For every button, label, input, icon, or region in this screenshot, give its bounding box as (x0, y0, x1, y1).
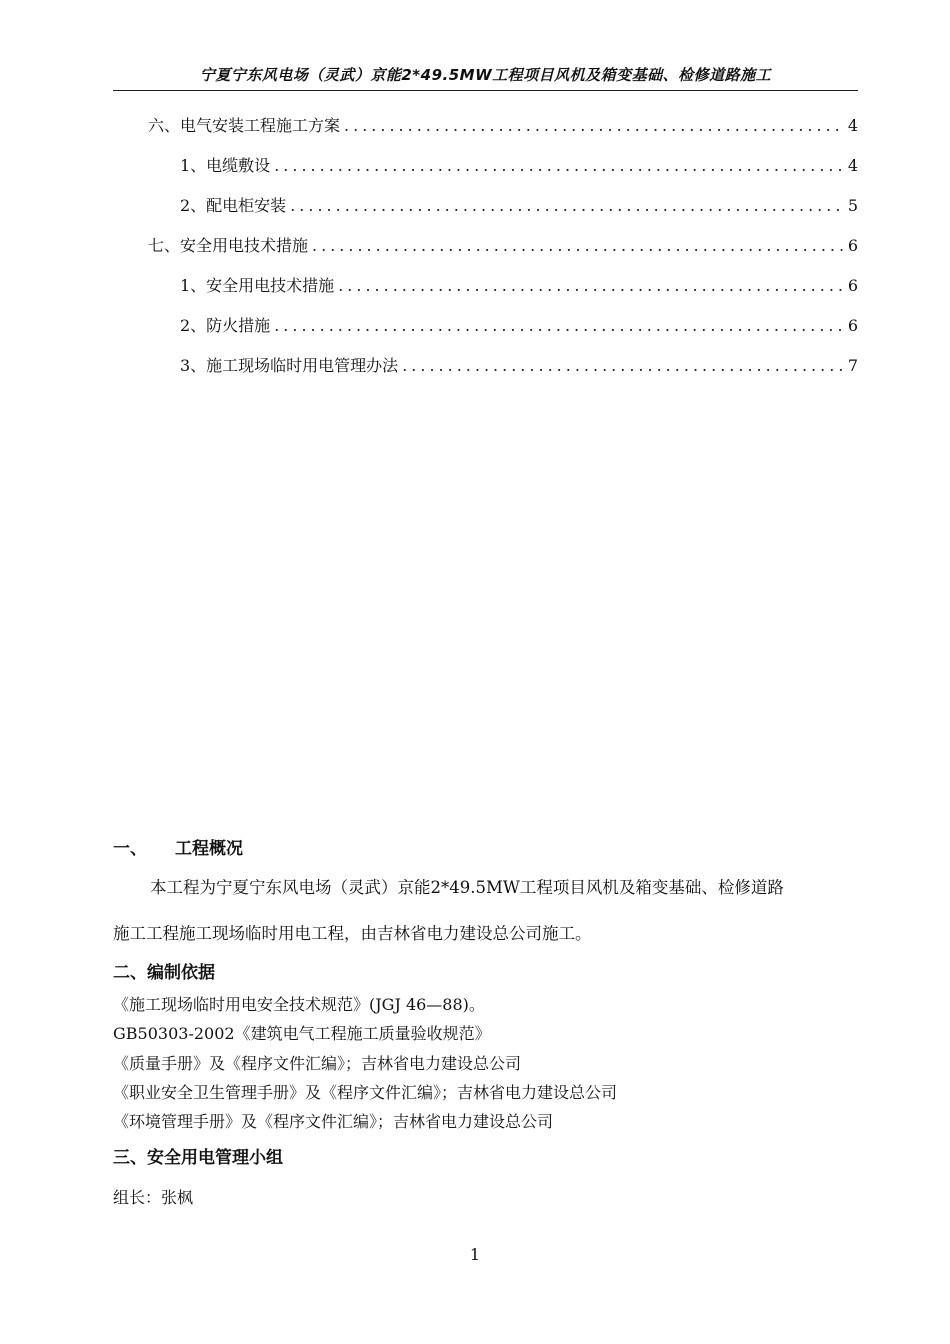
reference-item: 《环境管理手册》及《程序文件汇编》；吉林省电力建设总公司 (113, 1112, 554, 1131)
section-1-number: 一、 (113, 839, 147, 859)
toc-leader-dots (312, 233, 844, 259)
section-3-heading: 三、安全用电管理小组 (113, 1148, 283, 1168)
reference-item: 《质量手册》及《程序文件汇编》；吉林省电力建设总公司 (113, 1054, 522, 1073)
toc-entry-7-1[interactable] (180, 273, 858, 299)
toc-entry-page: 4 (847, 156, 858, 175)
toc-entry-page: 5 (847, 196, 858, 215)
toc-entry-page: 7 (847, 356, 858, 375)
toc-entry-7-3[interactable] (180, 353, 858, 379)
toc-entry-page: 6 (847, 276, 858, 295)
section-1-heading (113, 837, 243, 861)
toc-entry-label: 七、安全用电技术措施 (148, 236, 309, 255)
toc-entry-label: 1、安全用电技术措施 (180, 276, 335, 295)
section-2-heading: 二、编制依据 (113, 963, 215, 983)
toc-leader-dots (402, 353, 844, 379)
toc-entry-label: 2、配电柜安装 (180, 196, 287, 215)
toc-leader-dots (274, 153, 844, 179)
section-1-body-line-1: 本工程为宁夏宁东风电场（灵武）京能2*49.5MW工程项目风机及箱变基础、检修道路 (150, 878, 784, 897)
toc-entry-label: 3、施工现场临时用电管理办法 (180, 356, 399, 375)
toc-entry-label: 1、电缆敷设 (180, 156, 271, 175)
toc-leader-dots (274, 313, 844, 339)
section-1-title: 工程概况 (175, 839, 243, 859)
page-header (113, 60, 858, 91)
toc-entry-6[interactable] (148, 113, 858, 139)
toc-entry-7-2[interactable] (180, 313, 858, 339)
reference-item: GB50303-2002《建筑电气工程施工质量验收规范》 (113, 1024, 491, 1043)
toc-entry-page: 4 (847, 116, 858, 135)
toc-entry-label: 六、电气安装工程施工方案 (148, 116, 341, 135)
toc-entry-7[interactable] (148, 233, 858, 259)
group-leader-line: 组长：张枫 (113, 1188, 194, 1207)
header-title: 宁夏宁东风电场（灵武）京能2*49.5MW工程项目风机及箱变基础、检修道路施工 (199, 66, 772, 84)
reference-item: 《施工现场临时用电安全技术规范》(JGJ 46—88)。 (113, 995, 485, 1014)
toc-entry-label: 2、防火措施 (180, 316, 271, 335)
toc-entry-page: 6 (847, 236, 858, 255)
toc-entry-6-1[interactable] (180, 153, 858, 179)
reference-item: 《职业安全卫生管理手册》及《程序文件汇编》；吉林省电力建设总公司 (113, 1083, 618, 1102)
toc-leader-dots (344, 113, 844, 139)
toc-entry-6-2[interactable] (180, 193, 858, 219)
section-1-body-line-2: 施工工程施工现场临时用电工程，由吉林省电力建设总公司施工。 (113, 924, 592, 943)
toc-leader-dots (290, 193, 844, 219)
toc-entry-page: 6 (847, 316, 858, 335)
toc-leader-dots (338, 273, 844, 299)
page-number: 1 (469, 1245, 481, 1264)
